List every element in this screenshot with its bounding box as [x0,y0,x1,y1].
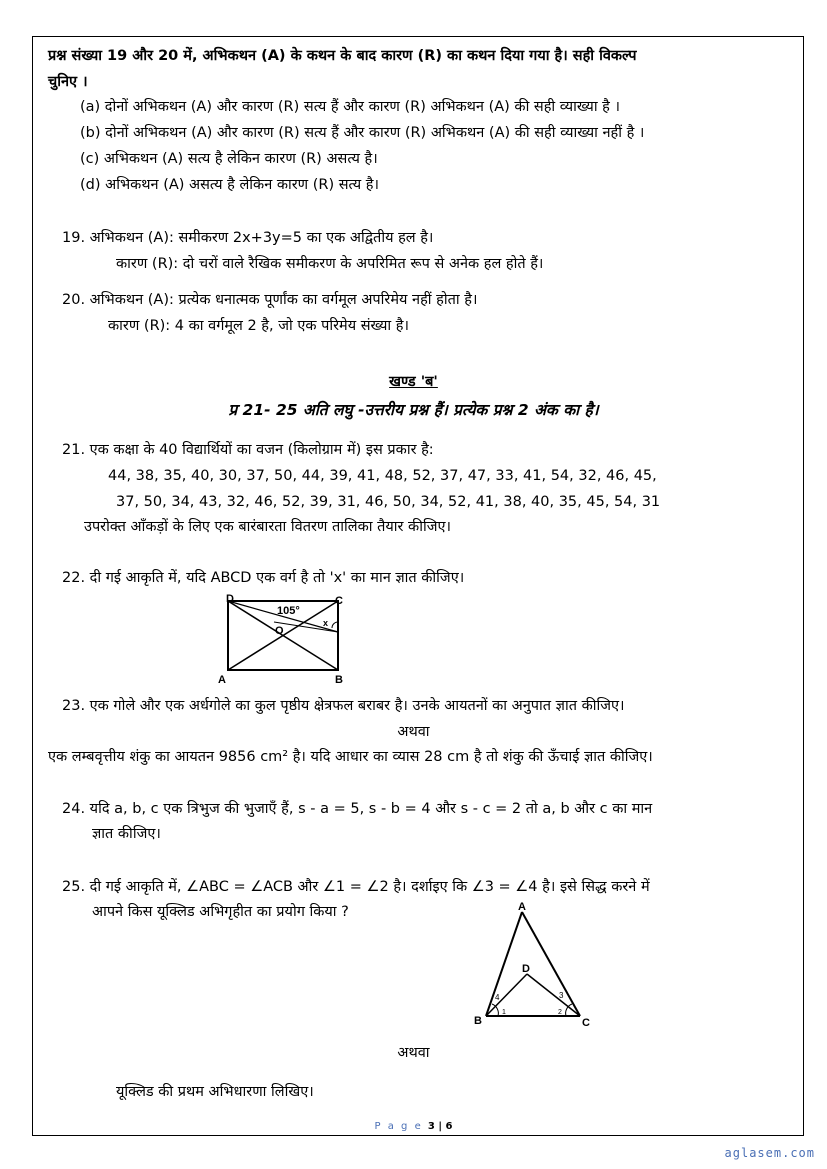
q21-data-row-2: 37, 50, 34, 43, 32, 46, 52, 39, 31, 46, 50, 34, 52, 41, 38, 40, 35, 45, 54, 31 [116,494,661,510]
label-a: A [218,674,226,684]
watermark: aglasem.com [724,1146,815,1160]
label-b: B [335,674,343,684]
instruction-line-2: चुनिए । [48,74,88,90]
q25-line-1: 25. दी गई आकृति में, ∠ABC = ∠ACB और ∠1 = ∠2 है। दर्शाइए कि ∠3 = ∠4 है। इसे सिद्ध करने में [62,879,650,895]
q24-line-1: 24. यदि a, b, c एक त्रिभुज की भुजाएँ हैं, s - a = 5, s - b = 4 और s - c = 2 तो a, b और c का मान [62,801,653,817]
label-1: 1 [502,1009,506,1016]
q21-text: 21. एक कक्षा के 40 विद्यार्थियों का वजन (किलोग्राम में) इस प्रकार है: [62,442,434,458]
page-number: 3 | 6 [427,1121,453,1132]
instruction-line-1: प्रश्न संख्या 19 और 20 में, अभिकथन (A) के कथन के बाद कारण (R) का कथन दिया गया है। सही विकल्प [48,48,637,64]
q21-task: उपरोक्त आँकड़ों के लिए एक बारंबारता वितरण तालिका तैयार कीजिए। [84,519,451,535]
label-o: O [275,625,284,637]
q22-text: 22. दी गई आकृति में, यदि ABCD एक वर्ग है तो 'x' का मान ज्ञात कीजिए। [62,570,465,586]
label-2: 2 [558,1009,562,1016]
q23-or: अथवा [397,724,430,740]
q21-data-row-1: 44, 38, 35, 40, 30, 37, 50, 44, 39, 41, 48, 52, 37, 47, 33, 41, 54, 32, 46, 45, [108,468,657,484]
label-b: B [474,1015,482,1027]
page-label: P a g e [374,1121,423,1132]
option-b: (b) दोनों अभिकथन (A) और कारण (R) सत्य हैं और कारण (R) अभिकथन (A) की सही व्याख्या नहीं है । [80,125,645,141]
label-x: x [323,618,329,628]
q23-alt: एक लम्बवृत्तीय शंकु का आयतन 9856 cm² है। यदि आधार का व्यास 28 cm है तो शंकु की ऊँचाई ज्ञात कीजिए। [48,749,653,765]
q20-reason: कारण (R): 4 का वर्गमूल 2 है, जो एक परिमेय संख्या है। [108,318,409,334]
label-angle: 105° [277,605,300,617]
section-b-subtitle: प्र 21- 25 अति लघु -उत्तरीय प्रश्न हैं। प्रत्येक प्रश्न 2 अंक का है। [228,401,599,419]
label-d: D [226,593,234,605]
q25-line-2: आपने किस यूक्लिड अभिगृहीत का प्रयोग किया ? [92,904,349,920]
label-d: D [522,963,530,975]
option-d: (d) अभिकथन (A) असत्य है लेकिन कारण (R) सत्य है। [80,177,379,193]
q25-or: अथवा [397,1045,430,1061]
option-c: (c) अभिकथन (A) सत्य है लेकिन कारण (R) असत्य है। [80,151,378,167]
q20-assertion: 20. अभिकथन (A): प्रत्येक धनात्मक पूर्णांक का वर्गमूल अपरिमेय नहीं होता है। [62,292,478,308]
q22-square-figure [214,592,354,684]
label-a: A [518,901,526,913]
q19-assertion: 19. अभिकथन (A): समीकरण 2x+3y=5 का एक अद्वितीय हल है। [62,230,434,246]
q24-line-2: ज्ञात कीजिए। [92,826,161,842]
label-4: 4 [495,993,500,1002]
page-footer [0,1121,827,1132]
label-c: C [582,1017,590,1029]
q19-reason: कारण (R): दो चरों वाले रैखिक समीकरण के अपरिमित रूप से अनेक हल होते हैं। [116,256,544,272]
q25-alt: यूक्लिड की प्रथम अभिधारणा लिखिए। [116,1084,314,1100]
label-c: C [335,595,343,607]
section-b-title: खण्ड 'ब' [389,374,438,390]
option-a: (a) दोनों अभिकथन (A) और कारण (R) सत्य हैं और कारण (R) अभिकथन (A) की सही व्याख्या है । [80,99,620,115]
label-3: 3 [559,991,564,1000]
q25-triangle-figure [468,896,598,1032]
q23-text: 23. एक गोले और एक अर्धगोले का कुल पृष्ठीय क्षेत्रफल बराबर है। उनके आयतनों का अनुपात ज्ञात कीजिए। [62,698,625,714]
